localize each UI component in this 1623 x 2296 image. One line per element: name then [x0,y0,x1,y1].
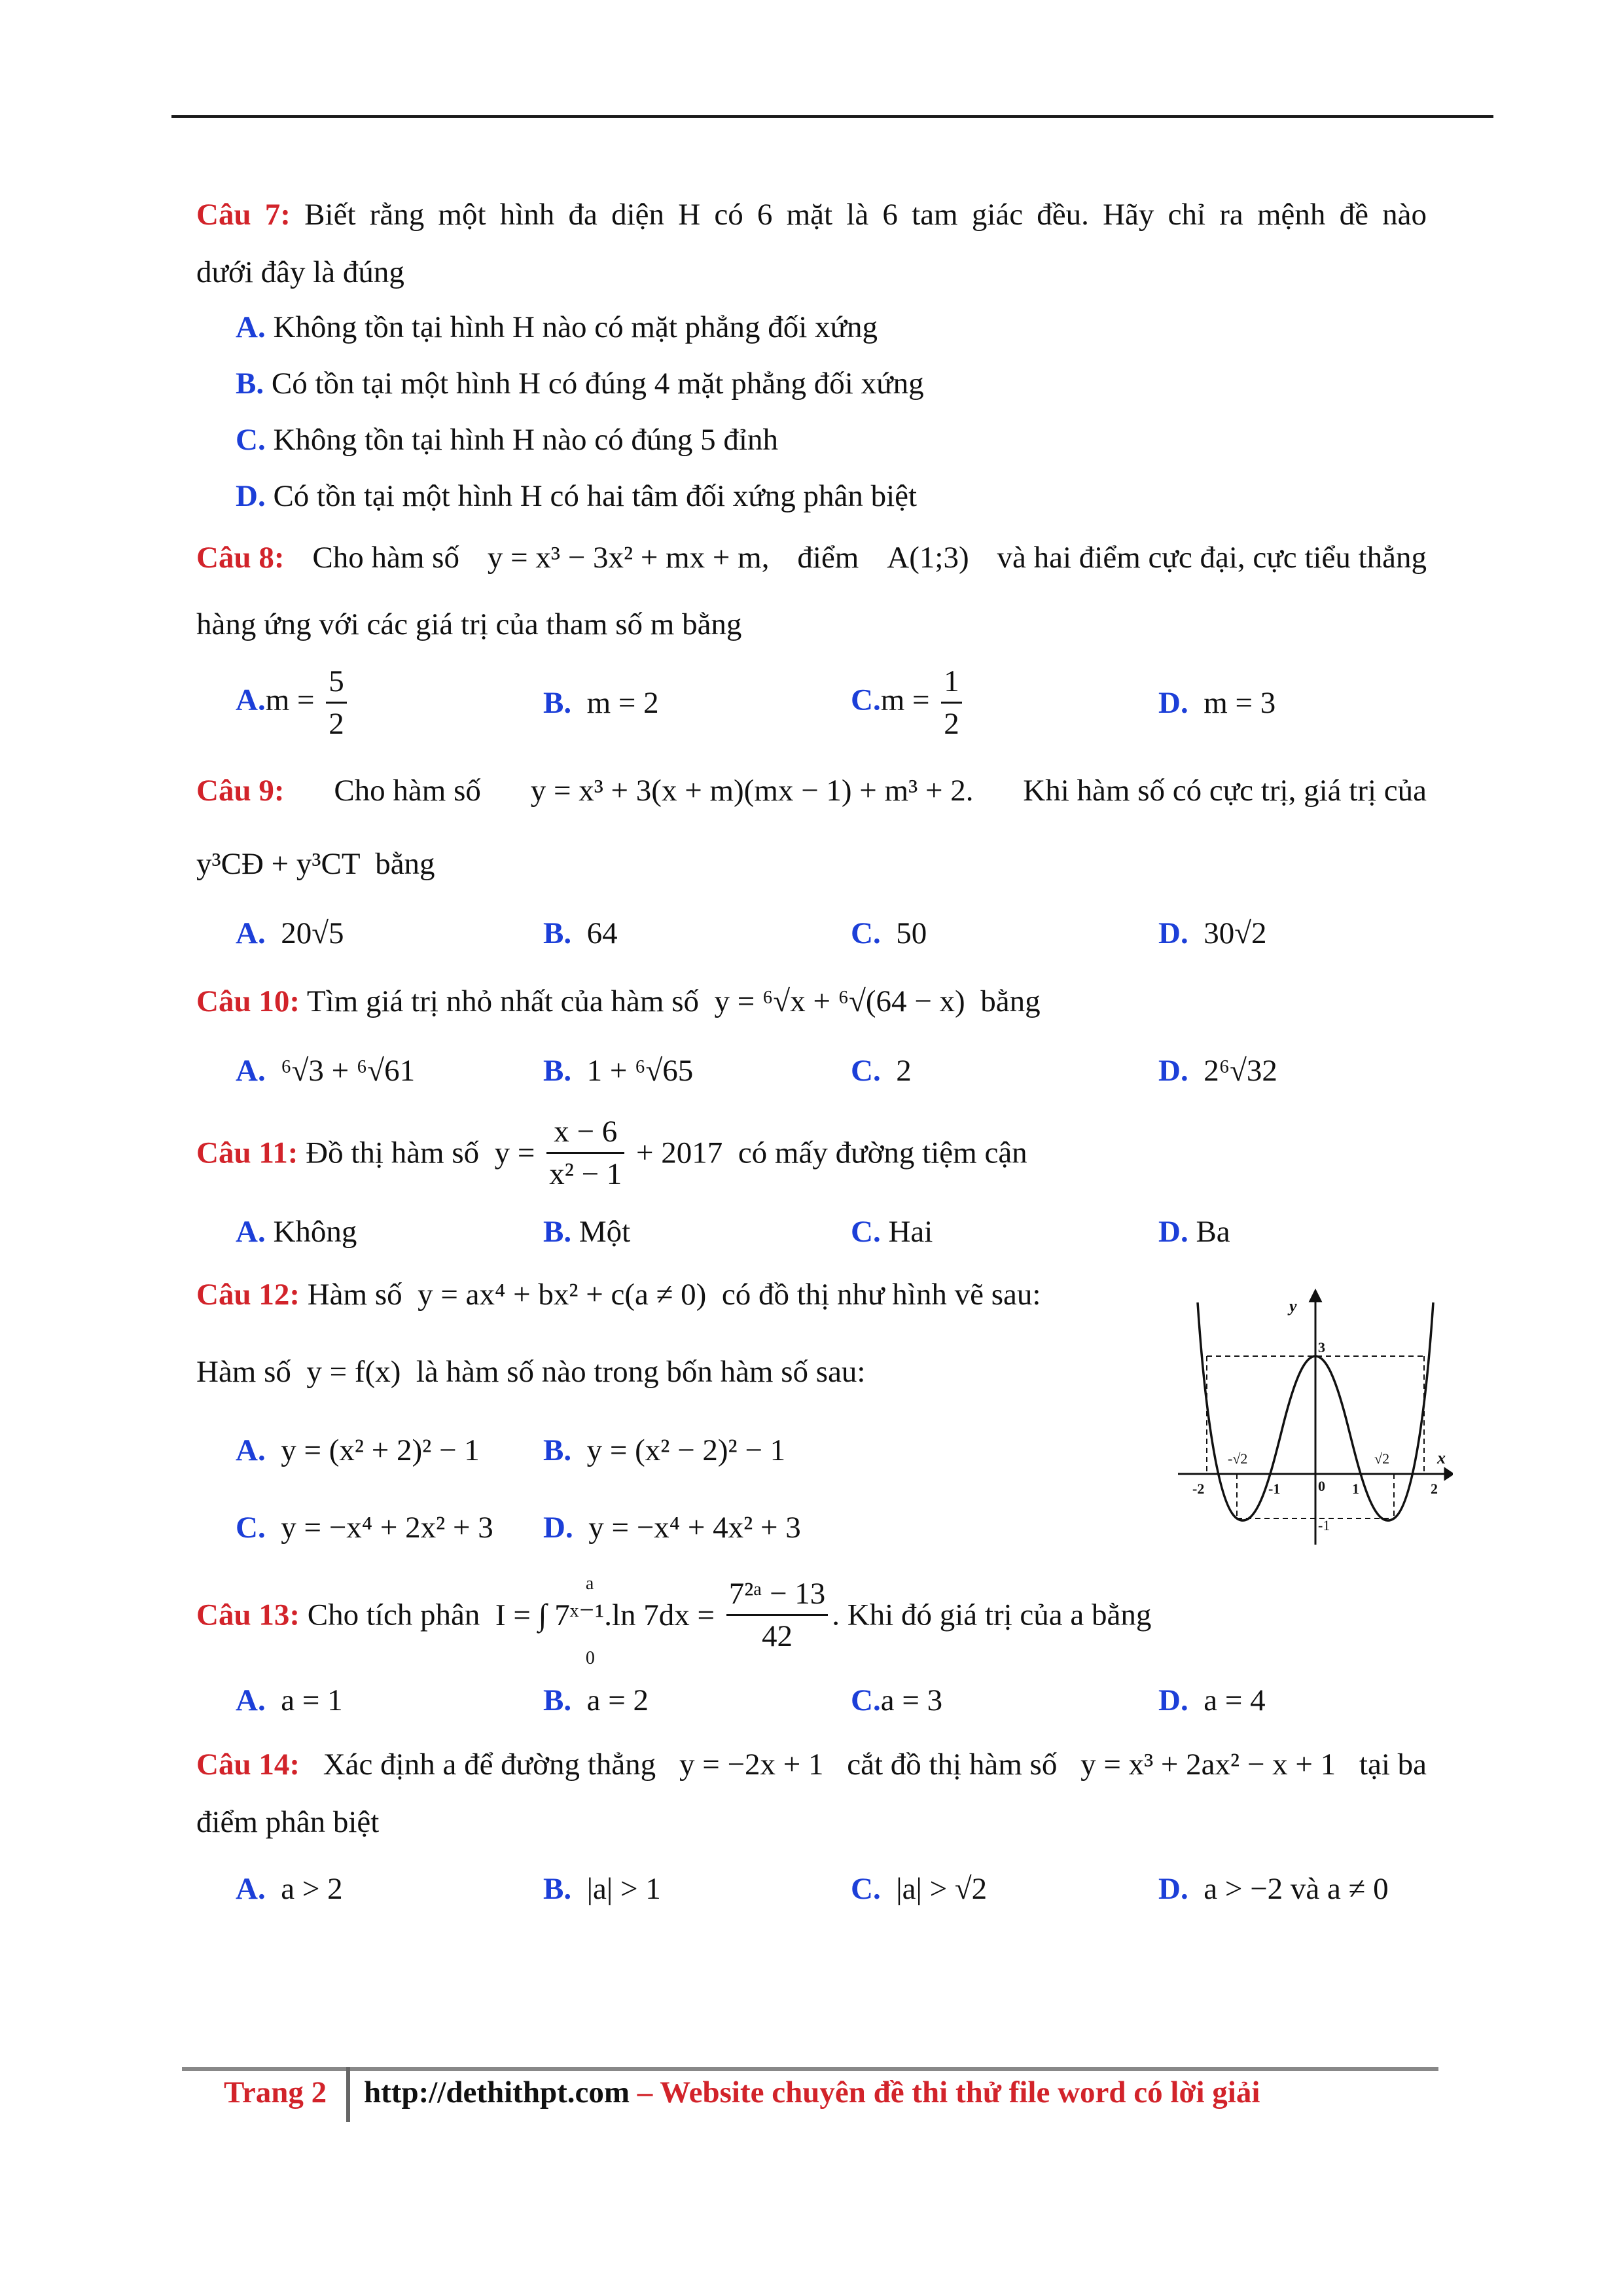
question-number: Câu 13: [196,1598,300,1632]
option-c[interactable]: C.m = $\frac{1}{2}$ [851,661,966,744]
question-12: Câu 12: Hàm số y = ax⁴ + bx² + c(a ≠ 0) có đồ thị như hình vẽ sau: [196,1278,1041,1312]
question-number: Câu 11: [196,1136,298,1170]
option-b[interactable]: B. Một [543,1215,631,1249]
question-number: Câu 8: [196,541,285,575]
x-axis-label: x [1437,1448,1446,1467]
question-text-cont: dưới đây là đúng [196,255,404,289]
q8-options [236,661,1427,746]
option-d[interactable]: D. y = −x⁴ + 4x² + 3 [543,1511,801,1545]
q13-options [236,1681,1427,1720]
line-formula: y = −2x + 1 [679,1748,824,1782]
question-11: Câu 11: Đồ thị hàm số y = $\frac{x - 6}{\text{x² − 1}}$ + 2017 có mấy đường tiệm cận [196,1111,1027,1203]
option-c[interactable]: C. |a| > √2 [851,1872,988,1906]
function-graph [1178,1283,1453,1545]
question-13: Câu 13: Cho tích phân I = ∫ 7ˣ⁻¹.ln 7dx = a 0 $\frac{\text{7²ᵃ − 13}}{42}$ . Khi đó giá trị của a bằng [196,1573,1151,1672]
option-b[interactable]: B. 1 + ⁶√65 [543,1054,694,1088]
option-a[interactable]: A. ⁶√3 + ⁶√61 [236,1054,416,1088]
option-b[interactable]: B. m = 2 [543,686,659,720]
option-c[interactable]: C. y = −x⁴ + 2x² + 3 [236,1511,493,1545]
fraction: $\frac{x - 6}{\text{x² − 1}}$ [546,1111,624,1194]
option-a[interactable]: A. a > 2 [236,1872,343,1906]
question-number: Câu 7: [196,198,291,232]
option-b[interactable]: B. a = 2 [543,1683,649,1717]
y-axis-label: y [1289,1297,1297,1316]
option-c[interactable]: C. 50 [851,916,927,950]
option-c[interactable]: C. Không tồn tại hình H nào có đúng 5 đỉnh [236,423,778,457]
option-a[interactable]: A. 20√5 [236,916,344,950]
option-d[interactable]: D. a = 4 [1158,1683,1266,1717]
option-d[interactable]: D. Có tồn tại một hình H có hai tâm đối xứng phân biệt [236,479,918,513]
option-d[interactable]: D. a > −2 và a ≠ 0 [1158,1872,1389,1906]
header-rule [171,115,1493,118]
option-d[interactable]: D. m = 3 [1158,686,1276,720]
question-number: Câu 12: [196,1278,300,1312]
option-a[interactable]: A. a = 1 [236,1683,343,1717]
question-number: Câu 14: [196,1748,300,1782]
page-number: Trang 2 [224,2075,327,2109]
option-a[interactable]: A. y = (x² + 2)² − 1 [236,1433,480,1467]
site-link[interactable]: http://dethithpt.com [364,2075,630,2109]
q11-options [236,1212,1427,1251]
x-tick-0: 0 [1318,1478,1325,1494]
extrema-expression: y³CĐ + y³CT [196,847,360,881]
y-tick-minus1: -1 [1318,1517,1330,1534]
x-tick-sqrt2: √2 [1374,1450,1390,1467]
question-8: Câu 8: Cho hàm số y = x³ − 3x² + mx + m, điểm A(1;3) và hai điểm cực đại, cực tiểu thẳng hàng ứng với các giá trị của tham số m bằng [196,538,1427,644]
q10-options [236,1051,1427,1090]
question-7 [196,195,1427,292]
x-tick-1: 1 [1352,1480,1359,1497]
x-tick-minus2: -2 [1192,1480,1205,1497]
option-d[interactable]: D. 2⁶√32 [1158,1054,1277,1088]
option-a[interactable]: A.m = $\frac{5}{2}$ [236,661,351,744]
function-formula: y = x³ + 3(x + m)(mx − 1) + m³ + 2. [530,774,974,808]
y-tick-3: 3 [1318,1339,1325,1355]
option-b[interactable]: B. |a| > 1 [543,1872,661,1906]
option-b[interactable]: B. Có tồn tại một hình H có đúng 4 mặt phẳng đối xứng [236,367,924,401]
site-tagline: – Website chuyên đề thi thử file word có lời giải [630,2075,1260,2109]
option-a[interactable]: A. Không [236,1215,357,1249]
curve-formula: y = x³ + 2ax² − x + 1 [1080,1748,1336,1782]
q14-options [236,1869,1427,1909]
footer-site [364,2075,1260,2110]
option-b[interactable]: B. y = (x² − 2)² − 1 [543,1433,786,1467]
q12-options [236,1431,1021,1562]
x-tick-2: 2 [1431,1480,1438,1497]
x-tick-minus-sqrt2: -√2 [1228,1450,1248,1467]
footer-divider [346,2067,350,2122]
point-a: A(1;3) [887,541,969,575]
q9-options [236,914,1427,953]
question-text: Biết rằng một hình đa diện H có 6 mặt là 6 tam giác đều. Hãy chỉ ra mệnh đề nào [304,198,1427,232]
function-formula: y = ⁶√x + ⁶√(64 − x) [714,984,965,1018]
option-c[interactable]: C. Hai [851,1215,933,1249]
integral-upper: a [585,1573,594,1594]
question-9: Câu 9: Cho hàm số y = x³ + 3(x + m)(mx − 1) + m³ + 2. Khi hàm số có cực trị, giá trị của y³CĐ + y³CT bằng [196,771,1427,884]
footer-rule [182,2067,1438,2071]
integral-lower: 0 [585,1647,595,1668]
question-10: Câu 10: Tìm giá trị nhỏ nhất của hàm số y = ⁶√x + ⁶√(64 − x) bằng [196,984,1041,1018]
option-c[interactable]: C.a = 3 [851,1683,943,1717]
option-b[interactable]: B. 64 [543,916,618,950]
question-number: Câu 9: [196,774,285,808]
question-number: Câu 10: [196,984,300,1018]
function-formula: y = ax⁴ + bx² + c(a ≠ 0) [418,1278,707,1312]
option-d[interactable]: D. 30√2 [1158,916,1267,950]
option-c[interactable]: C. 2 [851,1054,912,1088]
fraction: $\frac{\text{7²ᵃ − 13}}{42}$ [726,1573,828,1657]
question-14: Câu 14: Xác định a để đường thẳng y = −2x + 1 cắt đồ thị hàm số y = x³ + 2ax² − x + 1 tại ba điểm phân biệt [196,1745,1427,1842]
option-a[interactable]: A. Không tồn tại hình H nào có mặt phẳng đối xứng [236,310,878,344]
option-d[interactable]: D. Ba [1158,1215,1230,1249]
integral-formula: I = ∫ 7ˣ⁻¹.ln 7dx = [495,1598,715,1632]
function-formula: y = x³ − 3x² + mx + m, [487,541,770,575]
x-tick-minus1: -1 [1268,1480,1281,1497]
